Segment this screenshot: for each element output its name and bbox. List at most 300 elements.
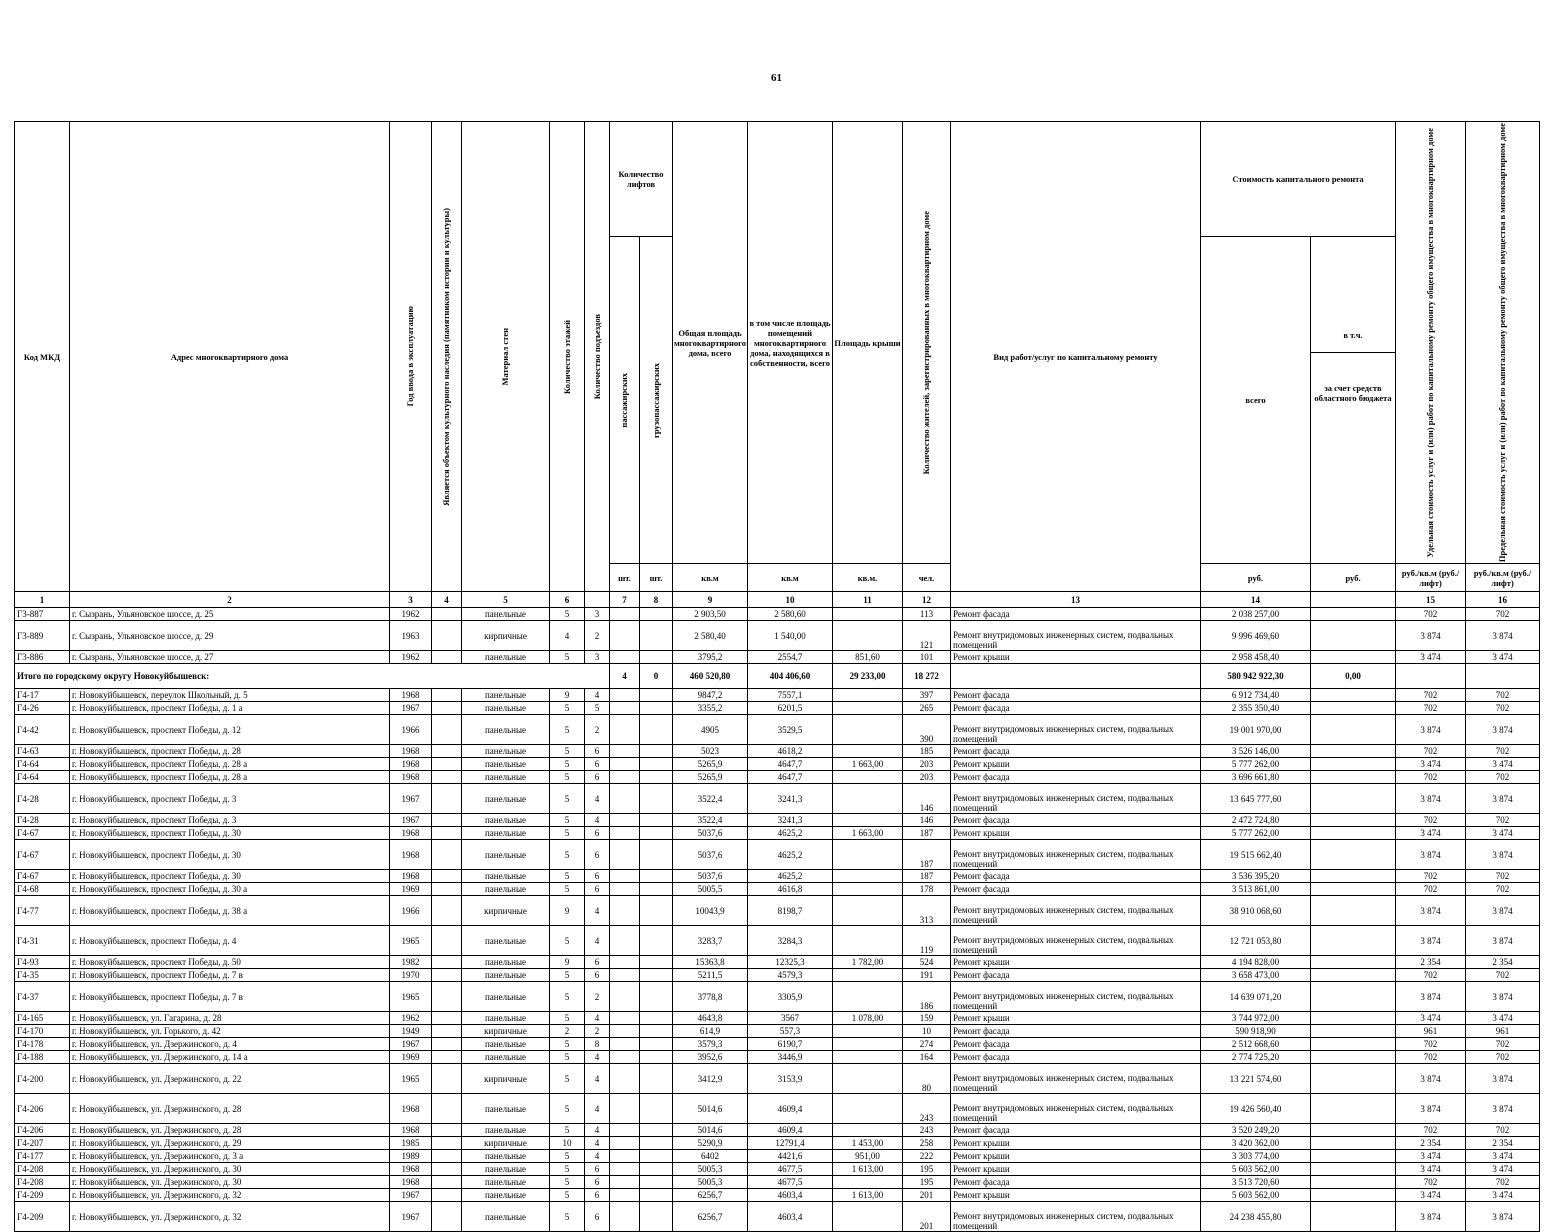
- table-cell: 3284,3: [748, 926, 833, 956]
- table-cell: 1 782,00: [833, 956, 903, 969]
- table-cell: г. Сызрань, Ульяновское шоссе, д. 25: [70, 608, 390, 621]
- table-cell: г. Сызрань, Ульяновское шоссе, д. 29: [70, 621, 390, 651]
- table-cell: 8198,7: [748, 896, 833, 926]
- table-cell: Ремонт крыши: [951, 827, 1201, 840]
- table-cell: Ремонт фасада: [951, 608, 1201, 621]
- table-cell: 5: [585, 702, 610, 715]
- table-cell: 178: [903, 883, 951, 896]
- table-cell: 1963: [390, 621, 432, 651]
- header-max-cost: Предельная стоимость услуг и (или) работ по капитальному ремонту общего имущества в многоквартирном доме: [1497, 123, 1508, 563]
- table-cell: Ремонт фасада: [951, 870, 1201, 883]
- table-cell: г. Новокуйбышевск, проспект Победы, д. 3: [70, 814, 390, 827]
- table-cell: 702: [1466, 969, 1540, 982]
- table-cell: [432, 651, 462, 664]
- header-cost: Стоимость капитального ремонта: [1201, 122, 1396, 237]
- table-cell: кирпичные: [462, 896, 550, 926]
- table-cell: [1311, 827, 1396, 840]
- table-cell: 2 355 350,40: [1201, 702, 1311, 715]
- table-cell: [610, 745, 640, 758]
- table-cell: [610, 1163, 640, 1176]
- table-cell: Г3-887: [15, 608, 70, 621]
- table-cell: панельные: [462, 969, 550, 982]
- table-cell: 2 512 668,60: [1201, 1038, 1311, 1051]
- table-cell: [610, 1137, 640, 1150]
- table-cell: 702: [1396, 1051, 1466, 1064]
- table-cell: 3 303 774,00: [1201, 1150, 1311, 1163]
- total-empty: [1466, 664, 1540, 689]
- table-cell: [833, 1176, 903, 1189]
- table-cell: [833, 745, 903, 758]
- table-cell: [432, 1025, 462, 1038]
- table-cell: [432, 814, 462, 827]
- table-cell: [432, 956, 462, 969]
- table-cell: Ремонт фасада: [951, 1051, 1201, 1064]
- table-cell: 3 874: [1466, 926, 1540, 956]
- table-cell: Ремонт внутридомовых инженерных систем, подвальных помещений: [951, 982, 1201, 1012]
- table-cell: 2554,7: [748, 651, 833, 664]
- total-people: 18 272: [903, 664, 951, 689]
- table-cell: [833, 1038, 903, 1051]
- table-cell: 4: [585, 814, 610, 827]
- table-cell: 397: [903, 689, 951, 702]
- table-cell: Г4-35: [15, 969, 70, 982]
- unit-15: руб./кв.м (руб./лифт): [1396, 564, 1466, 592]
- table-cell: 5: [550, 702, 585, 715]
- table-cell: 702: [1466, 1051, 1540, 1064]
- table-cell: 702: [1396, 814, 1466, 827]
- table-cell: [640, 1163, 673, 1176]
- column-number: 6: [550, 592, 585, 608]
- table-cell: [640, 715, 673, 745]
- table-cell: [640, 1094, 673, 1124]
- table-cell: 3 874: [1466, 1064, 1540, 1094]
- table-cell: [1311, 702, 1396, 715]
- header-total-area: Общая площадь многоквартирного дома, всего: [673, 122, 748, 564]
- table-cell: 4421,6: [748, 1150, 833, 1163]
- table-cell: панельные: [462, 1012, 550, 1025]
- table-cell: [1311, 956, 1396, 969]
- table-cell: [640, 1064, 673, 1094]
- table-cell: 1982: [390, 956, 432, 969]
- table-cell: кирпичные: [462, 621, 550, 651]
- table-cell: панельные: [462, 982, 550, 1012]
- table-cell: 3 474: [1466, 1189, 1540, 1202]
- table-cell: 702: [1396, 608, 1466, 621]
- table-cell: 274: [903, 1038, 951, 1051]
- table-cell: 243: [903, 1124, 951, 1137]
- table-cell: Г4-207: [15, 1137, 70, 1150]
- table-cell: [432, 883, 462, 896]
- table-cell: 1 453,00: [833, 1137, 903, 1150]
- header-lifts: Количество лифтов: [610, 122, 673, 237]
- table-cell: 5: [550, 758, 585, 771]
- table-cell: 2 580,60: [748, 608, 833, 621]
- table-cell: 5: [550, 1150, 585, 1163]
- table-cell: 5 603 562,00: [1201, 1163, 1311, 1176]
- table-cell: Г4-67: [15, 840, 70, 870]
- table-cell: [610, 689, 640, 702]
- table-cell: 702: [1466, 702, 1540, 715]
- table-cell: 4625,2: [748, 840, 833, 870]
- table-cell: Ремонт внутридомовых инженерных систем, подвальных помещений: [951, 840, 1201, 870]
- table-cell: панельные: [462, 870, 550, 883]
- table-cell: 4625,2: [748, 827, 833, 840]
- table-cell: [432, 758, 462, 771]
- table-cell: панельные: [462, 1094, 550, 1124]
- table-cell: 14 639 071,20: [1201, 982, 1311, 1012]
- table-cell: 1962: [390, 1012, 432, 1025]
- table-cell: 3412,9: [673, 1064, 748, 1094]
- table-cell: 614,9: [673, 1025, 748, 1038]
- table-cell: 4647,7: [748, 771, 833, 784]
- table-cell: Г4-178: [15, 1038, 70, 1051]
- table-cell: [833, 896, 903, 926]
- table-row: [15, 840, 1540, 870]
- table-cell: Ремонт фасада: [951, 1038, 1201, 1051]
- table-cell: 203: [903, 758, 951, 771]
- table-cell: 3 874: [1396, 926, 1466, 956]
- table-cell: 3522,4: [673, 784, 748, 814]
- table-cell: [432, 982, 462, 1012]
- table-cell: 3 874: [1466, 840, 1540, 870]
- table-cell: [432, 827, 462, 840]
- table-cell: 1 540,00: [748, 621, 833, 651]
- column-number: 11: [833, 592, 903, 608]
- unit-rub-1: руб.: [1201, 564, 1311, 592]
- table-cell: 9: [550, 896, 585, 926]
- table-cell: [640, 969, 673, 982]
- table-cell: 1 613,00: [833, 1189, 903, 1202]
- table-row: [15, 1137, 1540, 1150]
- table-cell: 5 603 562,00: [1201, 1189, 1311, 1202]
- table-cell: [640, 745, 673, 758]
- column-number: 16: [1466, 592, 1540, 608]
- table-cell: 2 903,50: [673, 608, 748, 621]
- table-cell: 1968: [390, 745, 432, 758]
- table-cell: 5: [550, 982, 585, 1012]
- table-cell: кирпичные: [462, 1064, 550, 1094]
- table-cell: 6190,7: [748, 1038, 833, 1051]
- table-cell: Ремонт фасада: [951, 814, 1201, 827]
- header-cost-incl: в т.ч.: [1311, 318, 1395, 353]
- table-cell: 8: [585, 1038, 610, 1051]
- table-cell: 702: [1466, 814, 1540, 827]
- table-cell: Ремонт фасада: [951, 745, 1201, 758]
- table-cell: 6: [585, 969, 610, 982]
- table-cell: [432, 896, 462, 926]
- table-cell: 1967: [390, 814, 432, 827]
- table-row: [15, 1038, 1540, 1051]
- table-cell: [1311, 870, 1396, 883]
- table-cell: г. Новокуйбышевск, проспект Победы, д. 28: [70, 745, 390, 758]
- table-cell: 5014,6: [673, 1124, 748, 1137]
- table-cell: Г4-67: [15, 827, 70, 840]
- table-cell: 702: [1466, 1124, 1540, 1137]
- table-cell: Г4-17: [15, 689, 70, 702]
- table-cell: 702: [1466, 1176, 1540, 1189]
- table-cell: 3 474: [1466, 651, 1540, 664]
- table-cell: 5005,3: [673, 1176, 748, 1189]
- table-row: [15, 926, 1540, 956]
- table-cell: 6201,5: [748, 702, 833, 715]
- table-cell: 3 474: [1396, 1150, 1466, 1163]
- table-cell: [833, 1202, 903, 1232]
- table-cell: 5265,9: [673, 758, 748, 771]
- table-cell: [610, 1176, 640, 1189]
- table-cell: 5: [550, 1163, 585, 1176]
- table-cell: [610, 1202, 640, 1232]
- table-cell: [640, 982, 673, 1012]
- table-cell: [610, 1012, 640, 1025]
- table-cell: 3952,6: [673, 1051, 748, 1064]
- table-cell: г. Новокуйбышевск, проспект Победы, д. 30 а: [70, 883, 390, 896]
- table-cell: 702: [1466, 870, 1540, 883]
- table-cell: 3 874: [1466, 982, 1540, 1012]
- table-cell: г. Новокуйбышевск, проспект Победы, д. 30: [70, 840, 390, 870]
- table-cell: 2 354: [1466, 956, 1540, 969]
- table-cell: [833, 1025, 903, 1038]
- table-row: [15, 956, 1540, 969]
- total-roof: 29 233,00: [833, 664, 903, 689]
- table-cell: 3 474: [1396, 827, 1466, 840]
- table-cell: 201: [903, 1189, 951, 1202]
- table-cell: 6: [585, 771, 610, 784]
- table-cell: [432, 745, 462, 758]
- table-cell: г. Новокуйбышевск, ул. Гагарина, д. 28: [70, 1012, 390, 1025]
- table-cell: Ремонт крыши: [951, 758, 1201, 771]
- table-cell: панельные: [462, 1163, 550, 1176]
- table-cell: Ремонт фасада: [951, 689, 1201, 702]
- header-residents: Количество жителей, зарегистрированных в многоквартирном доме: [921, 210, 931, 475]
- table-cell: Ремонт фасада: [951, 1025, 1201, 1038]
- table-row: [15, 1012, 1540, 1025]
- column-number: 5: [462, 592, 550, 608]
- table-cell: 702: [1396, 702, 1466, 715]
- table-cell: 38 910 068,60: [1201, 896, 1311, 926]
- table-cell: 2 472 724,80: [1201, 814, 1311, 827]
- header-unit-cost: Удельная стоимость услуг и (или) работ по капитальному ремонту общего имущества в многоквартирном доме: [1425, 127, 1436, 558]
- table-cell: 1968: [390, 1124, 432, 1137]
- table-cell: [640, 771, 673, 784]
- table-cell: [432, 840, 462, 870]
- table-cell: [833, 715, 903, 745]
- table-cell: 1968: [390, 1094, 432, 1124]
- table-cell: панельные: [462, 715, 550, 745]
- table-cell: 6: [585, 870, 610, 883]
- table-cell: [640, 784, 673, 814]
- table-cell: г. Новокуйбышевск, ул. Дзержинского, д. 14 а: [70, 1051, 390, 1064]
- table-cell: панельные: [462, 745, 550, 758]
- table-cell: 6256,7: [673, 1189, 748, 1202]
- table-cell: Ремонт внутридомовых инженерных систем, подвальных помещений: [951, 1094, 1201, 1124]
- table-cell: 5: [550, 1202, 585, 1232]
- table-cell: Г4-209: [15, 1202, 70, 1232]
- table-cell: 4677,5: [748, 1176, 833, 1189]
- table-cell: [610, 621, 640, 651]
- table-cell: панельные: [462, 1202, 550, 1232]
- table-cell: [432, 1012, 462, 1025]
- table-cell: 1 663,00: [833, 827, 903, 840]
- table-cell: 12 721 053,80: [1201, 926, 1311, 956]
- table-cell: [610, 896, 640, 926]
- table-cell: 3 658 473,00: [1201, 969, 1311, 982]
- table-cell: 3 874: [1466, 1094, 1540, 1124]
- table-cell: г. Новокуйбышевск, ул. Дзержинского, д. 30: [70, 1176, 390, 1189]
- table-cell: 3241,3: [748, 814, 833, 827]
- column-number: 13: [951, 592, 1201, 608]
- table-cell: 164: [903, 1051, 951, 1064]
- table-cell: панельные: [462, 883, 550, 896]
- table-cell: г. Новокуйбышевск, ул. Дзержинского, д. 3 а: [70, 1150, 390, 1163]
- table-cell: Ремонт крыши: [951, 1150, 1201, 1163]
- table-cell: 5005,5: [673, 883, 748, 896]
- total-owned: 404 406,60: [748, 664, 833, 689]
- table-cell: 5265,9: [673, 771, 748, 784]
- table-cell: 203: [903, 771, 951, 784]
- table-cell: г. Новокуйбышевск, ул. Дзержинского, д. 28: [70, 1124, 390, 1137]
- table-cell: 3 874: [1396, 982, 1466, 1012]
- table-cell: г. Новокуйбышевск, проспект Победы, д. 12: [70, 715, 390, 745]
- table-row: [15, 1202, 1540, 1232]
- column-number: 1: [15, 592, 70, 608]
- table-cell: панельные: [462, 1189, 550, 1202]
- table-cell: [610, 1038, 640, 1051]
- table-cell: [432, 969, 462, 982]
- table-row: [15, 608, 1540, 621]
- table-cell: 2 958 458,40: [1201, 651, 1311, 664]
- table-cell: 3 474: [1396, 651, 1466, 664]
- table-cell: 2 774 725,20: [1201, 1051, 1311, 1064]
- table-cell: [833, 702, 903, 715]
- table-cell: 5 777 262,00: [1201, 758, 1311, 771]
- table-cell: [1311, 745, 1396, 758]
- table-cell: 6: [585, 1176, 610, 1189]
- table-cell: [432, 870, 462, 883]
- table-cell: 4: [550, 621, 585, 651]
- table-cell: 3 474: [1466, 1012, 1540, 1025]
- table-cell: 3305,9: [748, 982, 833, 1012]
- table-row: [15, 784, 1540, 814]
- table-cell: 2 038 257,00: [1201, 608, 1311, 621]
- table-cell: [1311, 1012, 1396, 1025]
- table-row: [15, 1163, 1540, 1176]
- table-cell: 851,60: [833, 651, 903, 664]
- table-cell: 5: [550, 1012, 585, 1025]
- table-cell: 5: [550, 1189, 585, 1202]
- table-row: [15, 758, 1540, 771]
- header-floors: Количество этажей: [561, 319, 572, 394]
- table-cell: 702: [1396, 883, 1466, 896]
- table-cell: 961: [1466, 1025, 1540, 1038]
- table-cell: 5: [550, 870, 585, 883]
- table-cell: 3 874: [1466, 621, 1540, 651]
- table-cell: [640, 608, 673, 621]
- table-cell: 590 918,90: [1201, 1025, 1311, 1038]
- table-cell: 1965: [390, 982, 432, 1012]
- table-cell: Ремонт фасада: [951, 1124, 1201, 1137]
- table-cell: 9 996 469,60: [1201, 621, 1311, 651]
- table-cell: 1 613,00: [833, 1163, 903, 1176]
- table-cell: 4579,3: [748, 969, 833, 982]
- table-cell: [610, 1094, 640, 1124]
- table-cell: 3153,9: [748, 1064, 833, 1094]
- table-cell: [1311, 784, 1396, 814]
- table-cell: [833, 982, 903, 1012]
- header-address: Адрес многоквартирного дома: [70, 122, 390, 592]
- table-cell: 5: [550, 814, 585, 827]
- table-cell: 2: [585, 1025, 610, 1038]
- table-cell: [610, 608, 640, 621]
- table-cell: 6: [585, 956, 610, 969]
- table-cell: 3 474: [1396, 1163, 1466, 1176]
- column-number: 10: [748, 592, 833, 608]
- table-cell: 1962: [390, 608, 432, 621]
- table-cell: Ремонт внутридомовых инженерных систем, подвальных помещений: [951, 621, 1201, 651]
- unit-area-1: кв.м: [673, 564, 748, 592]
- table-cell: 6: [585, 1163, 610, 1176]
- table-cell: г. Новокуйбышевск, проспект Победы, д. 4: [70, 926, 390, 956]
- table-cell: Ремонт фасада: [951, 771, 1201, 784]
- table-cell: 702: [1396, 870, 1466, 883]
- table-cell: [833, 1064, 903, 1094]
- table-cell: [1311, 883, 1396, 896]
- table-cell: [1311, 1137, 1396, 1150]
- table-cell: кирпичные: [462, 1137, 550, 1150]
- table-cell: г. Новокуйбышевск, проспект Победы, д. 30: [70, 870, 390, 883]
- table-cell: 146: [903, 784, 951, 814]
- table-cell: 3567: [748, 1012, 833, 1025]
- table-cell: 258: [903, 1137, 951, 1150]
- table-cell: [432, 1124, 462, 1137]
- table-cell: 1966: [390, 715, 432, 745]
- table-cell: [1311, 1124, 1396, 1137]
- table-cell: 4: [585, 1064, 610, 1094]
- table-cell: Г4-177: [15, 1150, 70, 1163]
- table-cell: [432, 608, 462, 621]
- table-cell: [640, 1025, 673, 1038]
- unit-rub-2: руб.: [1311, 564, 1396, 592]
- table-cell: Ремонт внутридомовых инженерных систем, подвальных помещений: [951, 896, 1201, 926]
- table-cell: [1311, 651, 1396, 664]
- table-cell: [833, 1124, 903, 1137]
- table-cell: 80: [903, 1064, 951, 1094]
- table-cell: 195: [903, 1176, 951, 1189]
- table-cell: 4: [585, 1150, 610, 1163]
- column-number: [1311, 592, 1396, 608]
- table-cell: 4: [585, 784, 610, 814]
- table-row: [15, 1094, 1540, 1124]
- table-cell: г. Новокуйбышевск, ул. Дзержинского, д. 32: [70, 1189, 390, 1202]
- table-cell: [432, 1051, 462, 1064]
- table-cell: 5: [550, 1038, 585, 1051]
- unit-lifts-2: шт.: [640, 564, 673, 592]
- table-row: [15, 1150, 1540, 1163]
- table-cell: г. Новокуйбышевск, ул. Горького, д. 42: [70, 1025, 390, 1038]
- table-cell: 3446,9: [748, 1051, 833, 1064]
- table-row: [15, 814, 1540, 827]
- table-cell: 4603,4: [748, 1202, 833, 1232]
- table-cell: 13 221 574,60: [1201, 1064, 1311, 1094]
- table-cell: панельные: [462, 926, 550, 956]
- table-cell: 3 874: [1396, 621, 1466, 651]
- table-cell: 3 536 395,20: [1201, 870, 1311, 883]
- table-cell: [610, 1150, 640, 1163]
- total-lifts-pass: 4: [610, 664, 640, 689]
- header-heritage: Является объектом культурного наследия (памятником истории и культуры): [441, 207, 451, 506]
- table-cell: г. Новокуйбышевск, ул. Дзержинского, д. 22: [70, 1064, 390, 1094]
- table-cell: 1965: [390, 926, 432, 956]
- table-cell: 6: [585, 840, 610, 870]
